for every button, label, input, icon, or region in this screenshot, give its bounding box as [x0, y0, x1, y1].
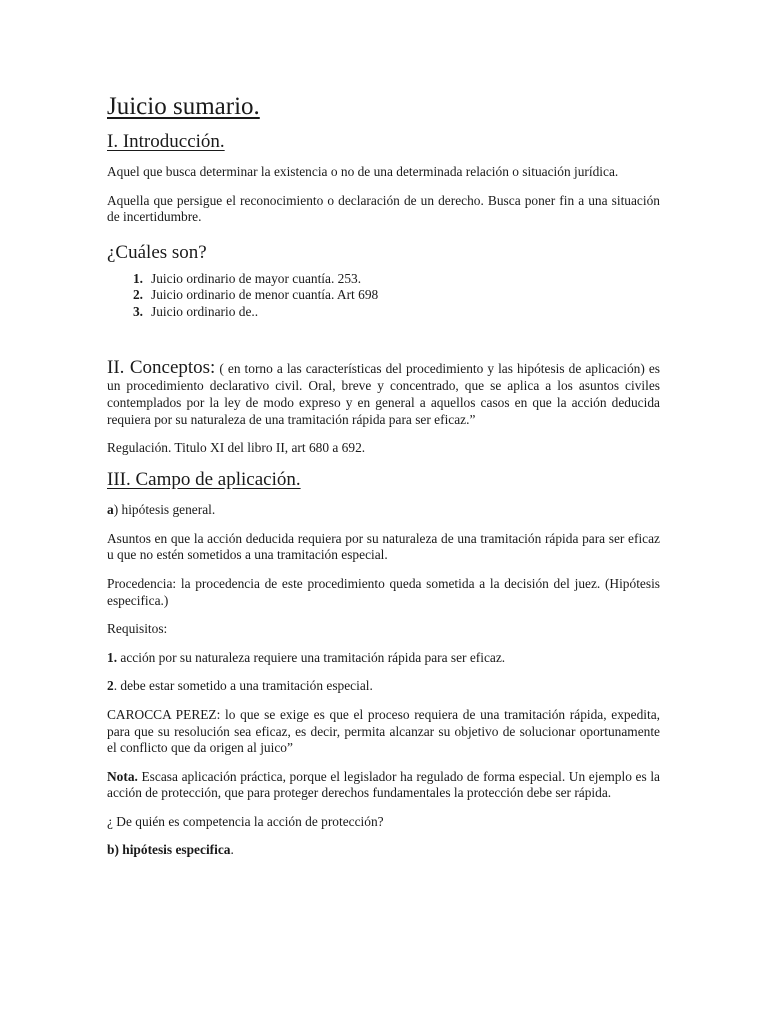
requisito-2-text: . debe estar sometido a una tramitación especial.	[113, 678, 373, 694]
hipotesis-letter: a	[107, 502, 114, 518]
hipotesis-especifica-label: b) hipótesis especifica	[107, 842, 231, 858]
list-item	[107, 271, 660, 288]
list-item	[107, 287, 660, 304]
requisitos-label: Requisitos:	[107, 621, 168, 637]
list-item-text: Juicio ordinario de menor cuantía. Art 698	[151, 287, 379, 303]
pregunta-paragraph: ¿ De quién es competencia la acción de protección?	[107, 813, 384, 829]
list-item	[107, 304, 660, 321]
intro-heading: I. Introducción.	[107, 131, 225, 152]
requisito-1-number: 1.	[107, 649, 118, 665]
nota-text: Escasa aplicación práctica, porque el legislador ha regulado de forma especial. Un ejemplo es la acción de protección, que para proteger derechos fundamentales la protección debe ser rápida.	[107, 768, 660, 801]
asuntos-paragraph: Asuntos en que la acción deducida requiera por su naturaleza de una tramitación rápida para ser eficaz u que no estén sometidos a una tramitación especial.	[107, 530, 660, 563]
procedencia-paragraph: Procedencia: la procedencia de este procedimiento queda sometida a la decisión del juez. (Hipótesis especifica.)	[107, 575, 660, 608]
cuales-heading: ¿Cuáles son?	[107, 241, 207, 263]
hipotesis-general	[107, 502, 660, 519]
nota-paragraph	[107, 769, 660, 802]
requisito-1	[107, 650, 660, 667]
intro-paragraph-1: Aquel que busca determinar la existencia o no de una determinada relación o situación jurídica.	[107, 164, 619, 179]
carocca-paragraph: CAROCCA PEREZ: lo que se exige es que el proceso requiera de una tramitación rápida, expedita, para que su resolución sea eficaz, es decir, permita alcanzar su objetivo de solucionar oportunamente el conflicto que da origen al juico”	[107, 706, 660, 756]
cuales-list	[107, 271, 660, 321]
intro-paragraph-2: Aquella que persigue el reconocimiento o declaración de un derecho. Busca poner fin a una situación de incertidumbre.	[107, 192, 660, 225]
regulacion-paragraph: Regulación. Titulo XI del libro II, art 680 a 692.	[107, 439, 366, 455]
campo-heading: III. Campo de aplicación.	[107, 469, 301, 491]
list-item-text: Juicio ordinario de mayor cuantía. 253.	[151, 270, 362, 286]
requisito-2	[107, 678, 660, 695]
requisito-1-text: acción por su naturaleza requiere una tramitación rápida para ser eficaz.	[117, 649, 506, 665]
list-item-number: 3.	[132, 303, 143, 319]
conceptos-text: ( en torno a las características del procedimiento y las hipótesis de aplicación) es un procedimiento declarativo civil. Oral, breve y concentrado, que se aplica a los asuntos civiles contemplados por la ley de modo expreso y en general a aquellos casos en que la acción deducida requiera por su naturaleza de una tramitación rápida para ser eficaz.”	[107, 360, 660, 427]
hipotesis-general-text: ) hipótesis general.	[113, 502, 216, 518]
conceptos-heading: II. Conceptos:	[107, 356, 216, 378]
document-title: Juicio sumario.	[107, 93, 260, 120]
conceptos-paragraph	[107, 356, 660, 428]
hipotesis-especifica-dot: .	[230, 842, 234, 858]
list-item-text: Juicio ordinario de..	[151, 303, 259, 319]
list-item-number: 2.	[132, 287, 143, 303]
nota-label: Nota.	[107, 768, 138, 784]
requisito-2-number: 2	[107, 678, 114, 694]
hipotesis-especifica	[107, 842, 660, 859]
list-item-number: 1.	[132, 270, 143, 286]
